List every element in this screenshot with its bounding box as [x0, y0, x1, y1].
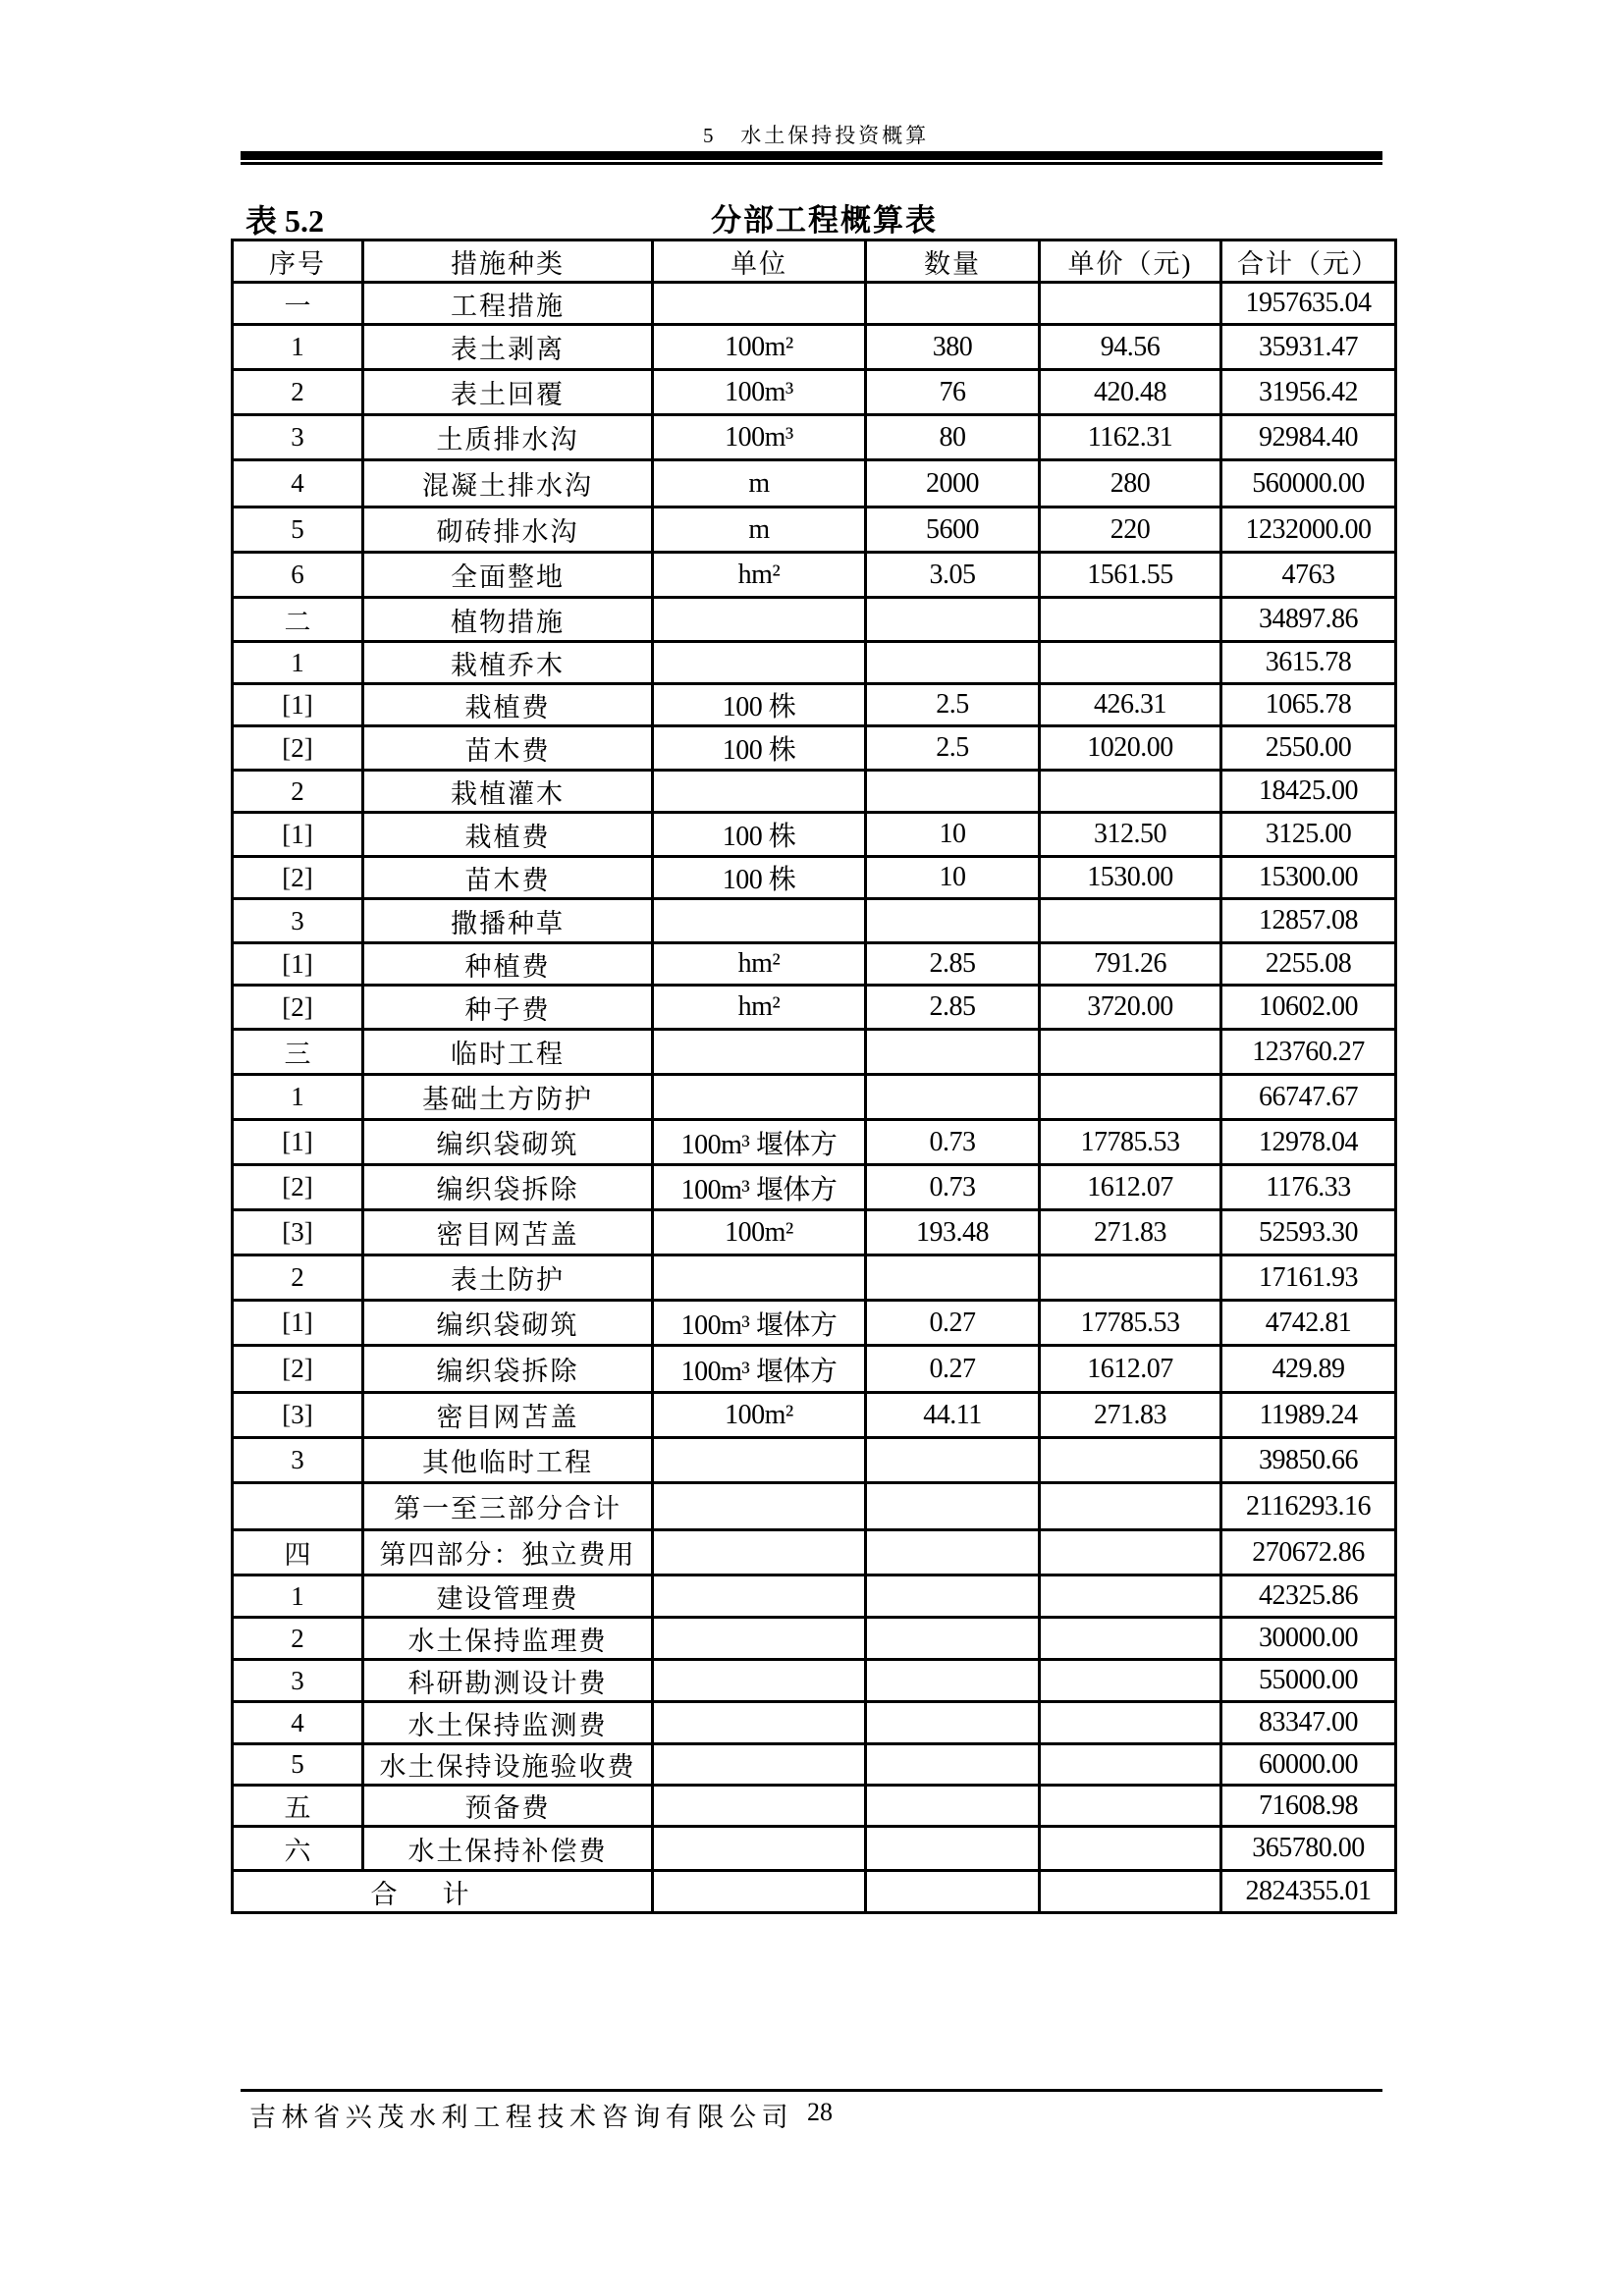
table-row: [233, 415, 1396, 460]
cell-unit: m: [653, 460, 866, 507]
cell-quantity: [866, 1030, 1040, 1075]
cell-no: 3: [233, 1660, 363, 1702]
table-row: [233, 899, 1396, 943]
cell-total: 11989.24: [1221, 1393, 1396, 1438]
cell-measure: 第四部分：独立费用: [363, 1530, 653, 1575]
cell-quantity: 2.85: [866, 943, 1040, 986]
column-header-no: 序号: [233, 240, 363, 283]
cell-no: [3]: [233, 1393, 363, 1438]
cell-unit-price: 280: [1040, 460, 1221, 507]
cell-measure: 砌砖排水沟: [363, 507, 653, 553]
cell-no: 四: [233, 1530, 363, 1575]
cell-unit: 100m³ 堰体方: [653, 1301, 866, 1346]
cell-quantity: [866, 1871, 1040, 1913]
table-row: [233, 1210, 1396, 1255]
cell-measure: 表土防护: [363, 1255, 653, 1301]
table-row: [233, 325, 1396, 370]
cell-quantity: [866, 1618, 1040, 1660]
cell-quantity: 380: [866, 325, 1040, 370]
cell-no: [1]: [233, 1120, 363, 1165]
cell-no: 4: [233, 1702, 363, 1744]
header-rule-thick: [241, 151, 1382, 160]
table-row: [233, 1438, 1396, 1483]
cell-unit-price: 1612.07: [1040, 1165, 1221, 1210]
cell-quantity: [866, 1786, 1040, 1827]
cell-no: [233, 1483, 363, 1530]
cell-total: 2550.00: [1221, 726, 1396, 771]
cell-unit: 100m³ 堰体方: [653, 1165, 866, 1210]
cell-total: 60000.00: [1221, 1744, 1396, 1786]
cell-unit: 100m²: [653, 1393, 866, 1438]
cell-unit-price: 426.31: [1040, 684, 1221, 726]
cell-no: [2]: [233, 1165, 363, 1210]
cell-measure: 密目网苫盖: [363, 1393, 653, 1438]
cell-unit: [653, 1786, 866, 1827]
table-row: [233, 1030, 1396, 1075]
cell-measure: 编织袋拆除: [363, 1346, 653, 1393]
cell-unit-price: 17785.53: [1040, 1301, 1221, 1346]
table-row: [233, 1301, 1396, 1346]
table-row: [233, 1075, 1396, 1120]
cell-quantity: 2.5: [866, 726, 1040, 771]
cell-unit-price: 420.48: [1040, 370, 1221, 415]
cell-total: 71608.98: [1221, 1786, 1396, 1827]
cell-quantity: 2.5: [866, 684, 1040, 726]
cell-unit: [653, 1618, 866, 1660]
table-row: [233, 1255, 1396, 1301]
cell-quantity: 0.73: [866, 1120, 1040, 1165]
table-row: [233, 771, 1396, 813]
cell-no: [2]: [233, 1346, 363, 1393]
running-header-title: 5 水土保持投资概算: [703, 124, 930, 147]
cell-measure: 基础土方防护: [363, 1075, 653, 1120]
cell-unit-price: 17785.53: [1040, 1120, 1221, 1165]
table-body: [233, 283, 1396, 1913]
table-row: [233, 1346, 1396, 1393]
cell-total: 10602.00: [1221, 986, 1396, 1030]
cell-measure: 科研勘测设计费: [363, 1660, 653, 1702]
cell-unit-price: 271.83: [1040, 1210, 1221, 1255]
cell-unit-price: [1040, 1786, 1221, 1827]
cell-unit-price: [1040, 1871, 1221, 1913]
cell-unit-price: 271.83: [1040, 1393, 1221, 1438]
footer-company-name: 吉林省兴茂水利工程技术咨询有限公司: [249, 2103, 794, 2133]
cell-quantity: 76: [866, 370, 1040, 415]
cell-unit-price: [1040, 1030, 1221, 1075]
table-row: [233, 1744, 1396, 1786]
cell-total: 55000.00: [1221, 1660, 1396, 1702]
cell-measure: 其他临时工程: [363, 1438, 653, 1483]
cell-quantity: [866, 1827, 1040, 1871]
cell-no: 1: [233, 642, 363, 684]
cell-unit: 100m³ 堰体方: [653, 1346, 866, 1393]
table-header-row: [233, 240, 1396, 283]
cell-no: 二: [233, 598, 363, 642]
cell-no: 2: [233, 771, 363, 813]
cell-measure: 混凝土排水沟: [363, 460, 653, 507]
table-row: [233, 1702, 1396, 1744]
cell-measure: 表土剥离: [363, 325, 653, 370]
cell-total: 1065.78: [1221, 684, 1396, 726]
cell-no: 三: [233, 1030, 363, 1075]
cell-measure: 工程措施: [363, 283, 653, 325]
cell-unit: [653, 1575, 866, 1618]
cell-unit-price: 220: [1040, 507, 1221, 553]
grand-total-label: 合计: [233, 1871, 653, 1913]
cell-unit-price: [1040, 1660, 1221, 1702]
table-row: [233, 1393, 1396, 1438]
header-rule-thin: [241, 162, 1382, 165]
cell-no: 5: [233, 507, 363, 553]
cell-quantity: [866, 598, 1040, 642]
cell-unit-price: [1040, 1483, 1221, 1530]
cell-no: [3]: [233, 1210, 363, 1255]
cell-no: 2: [233, 370, 363, 415]
cell-quantity: 2.85: [866, 986, 1040, 1030]
table-row: [233, 1786, 1396, 1827]
table-row: [233, 642, 1396, 684]
cell-total: 31956.42: [1221, 370, 1396, 415]
cell-unit: [653, 1075, 866, 1120]
cell-quantity: 44.11: [866, 1393, 1040, 1438]
cell-no: [1]: [233, 1301, 363, 1346]
table-row: [233, 986, 1396, 1030]
cell-measure: 编织袋砌筑: [363, 1301, 653, 1346]
cell-unit-price: 1612.07: [1040, 1346, 1221, 1393]
cell-quantity: [866, 1660, 1040, 1702]
cell-unit: [653, 1702, 866, 1744]
cell-no: 3: [233, 1438, 363, 1483]
cell-quantity: [866, 1575, 1040, 1618]
table-row: [233, 1530, 1396, 1575]
cell-unit: 100m²: [653, 1210, 866, 1255]
cell-unit: [653, 642, 866, 684]
cell-quantity: 3.05: [866, 553, 1040, 598]
cell-unit-price: [1040, 1702, 1221, 1744]
cell-unit-price: [1040, 283, 1221, 325]
cell-unit-price: [1040, 1530, 1221, 1575]
cell-unit-price: 1020.00: [1040, 726, 1221, 771]
cell-measure: 建设管理费: [363, 1575, 653, 1618]
cell-unit-price: 1162.31: [1040, 415, 1221, 460]
cell-unit-price: [1040, 1618, 1221, 1660]
cell-unit: [653, 598, 866, 642]
cell-total: 66747.67: [1221, 1075, 1396, 1120]
cell-unit: [653, 1483, 866, 1530]
cell-measure: 水土保持监测费: [363, 1702, 653, 1744]
cell-measure: 第一至三部分合计: [363, 1483, 653, 1530]
cell-quantity: 0.73: [866, 1165, 1040, 1210]
cell-quantity: [866, 642, 1040, 684]
cell-unit-price: [1040, 1438, 1221, 1483]
table-title: 分部工程概算表: [711, 203, 938, 238]
cell-unit: [653, 771, 866, 813]
cell-measure: 栽植灌木: [363, 771, 653, 813]
table-row: [233, 1618, 1396, 1660]
cell-unit-price: [1040, 899, 1221, 943]
cell-no: 五: [233, 1786, 363, 1827]
cell-total: 1957635.04: [1221, 283, 1396, 325]
cell-total: 83347.00: [1221, 1702, 1396, 1744]
cell-total: 12857.08: [1221, 899, 1396, 943]
cell-measure: 全面整地: [363, 553, 653, 598]
column-header-unit-price: 单价（元): [1040, 240, 1221, 283]
cell-unit-price: 3720.00: [1040, 986, 1221, 1030]
cell-no: 2: [233, 1618, 363, 1660]
cell-no: [1]: [233, 684, 363, 726]
cell-measure: 栽植乔木: [363, 642, 653, 684]
cell-no: [2]: [233, 726, 363, 771]
cell-unit-price: [1040, 1827, 1221, 1871]
cell-total: 52593.30: [1221, 1210, 1396, 1255]
cell-total: 18425.00: [1221, 771, 1396, 813]
cell-quantity: [866, 1438, 1040, 1483]
cell-unit: [653, 1871, 866, 1913]
cell-unit: [653, 1438, 866, 1483]
table-row: [233, 370, 1396, 415]
cell-unit: [653, 1530, 866, 1575]
cell-no: 一: [233, 283, 363, 325]
table-row: [233, 684, 1396, 726]
cell-measure: 预备费: [363, 1786, 653, 1827]
cell-unit-price: 791.26: [1040, 943, 1221, 986]
cell-unit: 100m²: [653, 325, 866, 370]
table-row: [233, 943, 1396, 986]
cell-no: 2: [233, 1255, 363, 1301]
cell-total: 17161.93: [1221, 1255, 1396, 1301]
cell-no: 1: [233, 325, 363, 370]
table-row: [233, 726, 1396, 771]
cell-measure: 苗木费: [363, 857, 653, 899]
table-row: [233, 460, 1396, 507]
cell-total: 1232000.00: [1221, 507, 1396, 553]
cell-quantity: 0.27: [866, 1301, 1040, 1346]
cell-unit: [653, 1255, 866, 1301]
cell-measure: 植物措施: [363, 598, 653, 642]
cell-measure: 水土保持监理费: [363, 1618, 653, 1660]
cell-total: 365780.00: [1221, 1827, 1396, 1871]
footer-rule: [241, 2089, 1382, 2092]
cell-total: 4763: [1221, 553, 1396, 598]
cell-total: 15300.00: [1221, 857, 1396, 899]
cell-no: [1]: [233, 943, 363, 986]
cell-quantity: [866, 1075, 1040, 1120]
cell-no: 1: [233, 1075, 363, 1120]
cell-quantity: [866, 283, 1040, 325]
cell-quantity: [866, 1530, 1040, 1575]
cell-unit-price: 94.56: [1040, 325, 1221, 370]
cell-unit-price: [1040, 598, 1221, 642]
cell-unit: hm²: [653, 986, 866, 1030]
cell-total: 123760.27: [1221, 1030, 1396, 1075]
cell-measure: 编织袋砌筑: [363, 1120, 653, 1165]
cell-total: 35931.47: [1221, 325, 1396, 370]
cell-quantity: [866, 1255, 1040, 1301]
cell-measure: 土质排水沟: [363, 415, 653, 460]
cell-unit-price: [1040, 771, 1221, 813]
cell-quantity: 80: [866, 415, 1040, 460]
cell-quantity: 10: [866, 813, 1040, 857]
cell-unit-price: [1040, 1744, 1221, 1786]
table-row: [233, 1575, 1396, 1618]
column-header-unit: 单位: [653, 240, 866, 283]
cell-unit-price: 1530.00: [1040, 857, 1221, 899]
cell-quantity: [866, 1702, 1040, 1744]
cell-unit: 100 株: [653, 684, 866, 726]
cell-unit: 100 株: [653, 813, 866, 857]
cell-quantity: [866, 1744, 1040, 1786]
cell-unit: [653, 899, 866, 943]
cell-measure: 栽植费: [363, 813, 653, 857]
cell-unit: [653, 1660, 866, 1702]
cell-no: 3: [233, 899, 363, 943]
table-row: [233, 1165, 1396, 1210]
cell-unit: hm²: [653, 553, 866, 598]
cell-total: 2255.08: [1221, 943, 1396, 986]
cell-total: 560000.00: [1221, 460, 1396, 507]
cell-no: 3: [233, 415, 363, 460]
cell-total: 4742.81: [1221, 1301, 1396, 1346]
cell-measure: 种子费: [363, 986, 653, 1030]
table-number: 表 5.2: [245, 203, 325, 239]
column-header-measure: 措施种类: [363, 240, 653, 283]
table-row: [233, 813, 1396, 857]
cell-total: 12978.04: [1221, 1120, 1396, 1165]
cell-unit-price: [1040, 642, 1221, 684]
cell-measure: 密目网苫盖: [363, 1210, 653, 1255]
table-row: [233, 283, 1396, 325]
cell-total: 429.89: [1221, 1346, 1396, 1393]
cell-total: 2116293.16: [1221, 1483, 1396, 1530]
cell-unit: [653, 1030, 866, 1075]
cell-quantity: 0.27: [866, 1346, 1040, 1393]
table-row: [233, 553, 1396, 598]
cell-measure: 种植费: [363, 943, 653, 986]
cell-quantity: [866, 1483, 1040, 1530]
cell-no: 4: [233, 460, 363, 507]
cell-no: [2]: [233, 857, 363, 899]
cell-measure: 撒播种草: [363, 899, 653, 943]
cell-measure: 临时工程: [363, 1030, 653, 1075]
cell-unit-price: [1040, 1255, 1221, 1301]
cell-no: 5: [233, 1744, 363, 1786]
page-number: 28: [807, 2098, 833, 2126]
column-header-total: 合计（元）: [1221, 240, 1396, 283]
cell-no: [2]: [233, 986, 363, 1030]
cell-no: [1]: [233, 813, 363, 857]
cell-total: 34897.86: [1221, 598, 1396, 642]
cell-unit: 100m³: [653, 415, 866, 460]
cell-unit-price: 312.50: [1040, 813, 1221, 857]
cell-quantity: 5600: [866, 507, 1040, 553]
cell-measure: 栽植费: [363, 684, 653, 726]
cell-unit: 100 株: [653, 857, 866, 899]
cell-total: 92984.40: [1221, 415, 1396, 460]
cell-total: 3125.00: [1221, 813, 1396, 857]
cell-unit: [653, 1827, 866, 1871]
cell-total: 270672.86: [1221, 1530, 1396, 1575]
table-row: [233, 507, 1396, 553]
table-row: [233, 1483, 1396, 1530]
cell-total: 1176.33: [1221, 1165, 1396, 1210]
table-row: [233, 1120, 1396, 1165]
cell-measure: 水土保持设施验收费: [363, 1744, 653, 1786]
cell-unit: [653, 1744, 866, 1786]
cell-unit: 100m³: [653, 370, 866, 415]
cell-unit-price: [1040, 1075, 1221, 1120]
cell-total: 3615.78: [1221, 642, 1396, 684]
cell-measure: 苗木费: [363, 726, 653, 771]
cell-total: 39850.66: [1221, 1438, 1396, 1483]
cell-measure: 水土保持补偿费: [363, 1827, 653, 1871]
cell-unit-price: 1561.55: [1040, 553, 1221, 598]
table-row: [233, 1660, 1396, 1702]
table-row: [233, 598, 1396, 642]
cell-no: 6: [233, 553, 363, 598]
estimate-table: [231, 239, 1397, 1914]
cell-quantity: [866, 899, 1040, 943]
cell-quantity: 2000: [866, 460, 1040, 507]
cell-quantity: [866, 771, 1040, 813]
cell-no: 六: [233, 1827, 363, 1871]
cell-quantity: 193.48: [866, 1210, 1040, 1255]
cell-quantity: 10: [866, 857, 1040, 899]
cell-total: 42325.86: [1221, 1575, 1396, 1618]
cell-unit: 100 株: [653, 726, 866, 771]
table-row: [233, 857, 1396, 899]
cell-measure: 表土回覆: [363, 370, 653, 415]
cell-total: 30000.00: [1221, 1618, 1396, 1660]
cell-no: 1: [233, 1575, 363, 1618]
table-row: [233, 1827, 1396, 1871]
cell-unit: [653, 283, 866, 325]
column-header-quantity: 数量: [866, 240, 1040, 283]
cell-unit: 100m³ 堰体方: [653, 1120, 866, 1165]
cell-unit: hm²: [653, 943, 866, 986]
grand-total-value: 2824355.01: [1221, 1871, 1396, 1913]
cell-unit-price: [1040, 1575, 1221, 1618]
cell-measure: 编织袋拆除: [363, 1165, 653, 1210]
grand-total-row: [233, 1871, 1396, 1913]
cell-unit: m: [653, 507, 866, 553]
